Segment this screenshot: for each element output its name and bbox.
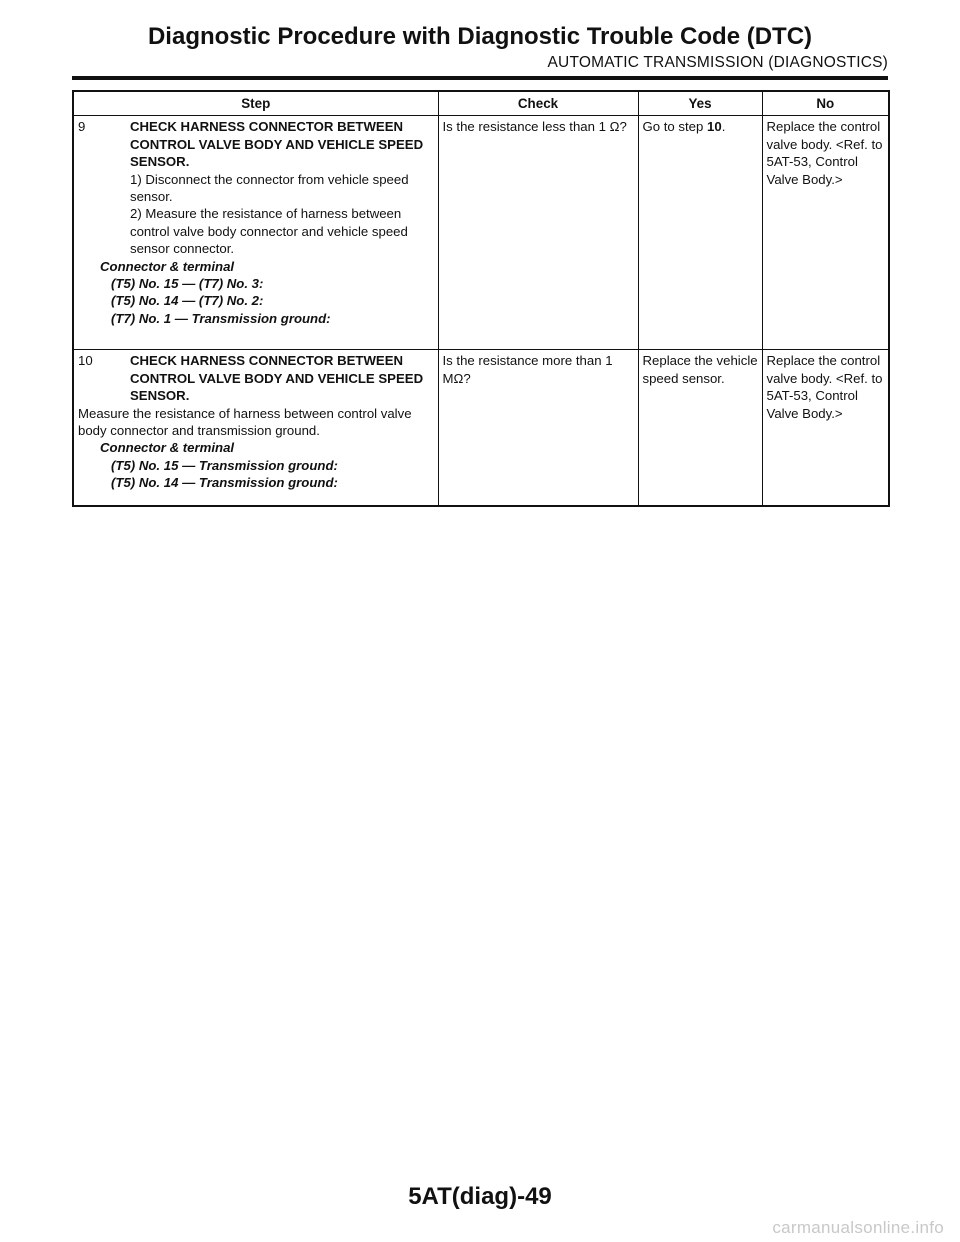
header-rule: [72, 76, 888, 80]
watermark-text: carmanualsonline.info: [772, 1218, 944, 1237]
step-cell: [73, 350, 438, 506]
spec-label: Connector & terminal: [100, 258, 235, 274]
spec-line: (T5) No. 15 — Transmission ground:: [111, 457, 338, 473]
spec-label: Connector & terminal: [100, 440, 235, 456]
column-header-yes: Yes: [638, 91, 762, 116]
section-subtitle: AUTOMATIC TRANSMISSION (DIAGNOSTICS): [547, 54, 888, 71]
check-cell: Is the resistance more than 1 MΩ?: [438, 350, 638, 506]
no-cell: Replace the control valve body. <Ref. to 5AT-53, Control Valve Body.>: [762, 116, 889, 350]
step-number: 9: [78, 119, 86, 135]
column-header-step: Step: [73, 91, 438, 116]
procedure-table: [72, 90, 890, 507]
no-cell: Replace the control valve body. <Ref. to 5AT-53, Control Valve Body.>: [762, 350, 889, 506]
yes-step-ref: 10: [707, 119, 722, 135]
step-heading: CHECK HARNESS CONNECTOR BETWEEN CONTROL VALVE BODY AND VEHICLE SPEED SENSOR.: [130, 119, 424, 170]
step-cell: [73, 116, 438, 350]
instruction: Measure the resistance of harness between control valve body connector and transmission ground.: [78, 405, 412, 439]
page-number: 5AT(diag)-49: [408, 1183, 552, 1210]
spec-line: (T5) No. 15 — (T7) No. 3:: [111, 276, 264, 292]
spec-line: (T7) No. 1 — Transmission ground:: [111, 310, 331, 326]
yes-suffix: .: [721, 119, 726, 135]
column-header-check: Check: [438, 91, 638, 116]
instruction: 1) Disconnect the connector from vehicle speed sensor.: [130, 171, 409, 205]
table-header-row: [73, 91, 889, 116]
step-heading: CHECK HARNESS CONNECTOR BETWEEN CONTROL VALVE BODY AND VEHICLE SPEED SENSOR.: [130, 353, 424, 404]
step-number: 10: [78, 353, 93, 369]
yes-prefix: Go to step: [642, 119, 708, 135]
check-cell: Is the resistance less than 1 Ω?: [438, 116, 638, 350]
page-title: Diagnostic Procedure with Diagnostic Trouble Code (DTC): [147, 23, 813, 50]
table-row-step-10: [73, 350, 889, 506]
column-header-no: No: [762, 91, 889, 116]
table-row-step-9: [73, 116, 889, 350]
spec-line: (T5) No. 14 — (T7) No. 2:: [111, 293, 264, 309]
instruction: 2) Measure the resistance of harness between control valve body connector and vehicle speed sensor connector.: [130, 206, 408, 257]
yes-cell: Replace the vehicle speed sensor.: [638, 350, 762, 506]
spec-line: (T5) No. 14 — Transmission ground:: [111, 475, 338, 491]
yes-cell: [638, 116, 762, 350]
